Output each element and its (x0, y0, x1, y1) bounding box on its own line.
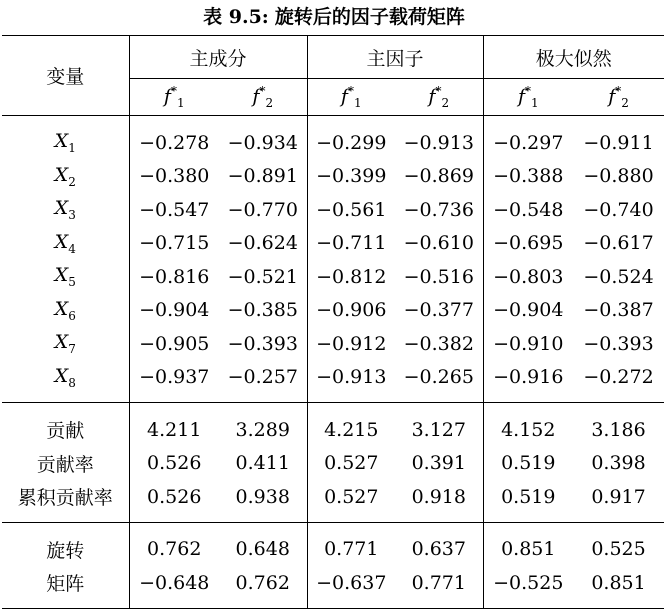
row-label: 贡献 (2, 403, 129, 447)
value-cell: −0.516 (395, 260, 483, 294)
factor-symbol: f (252, 85, 260, 108)
variable-label (2, 294, 129, 328)
value-cell: −0.265 (395, 361, 483, 403)
factor-header (483, 79, 573, 116)
variable-index: 6 (68, 308, 76, 323)
value-cell: −0.385 (219, 294, 307, 328)
variable-index: 3 (68, 208, 76, 223)
table-row (2, 327, 664, 361)
factor-header (219, 79, 307, 116)
variable-symbol: X (54, 331, 69, 354)
value-cell: −0.906 (316, 299, 387, 322)
factor-index: 1 (353, 96, 362, 111)
value-cell: −0.736 (395, 193, 483, 227)
factor-symbol: f (340, 85, 348, 108)
value-cell: −0.934 (219, 116, 307, 160)
value-cell: 4.215 (307, 403, 395, 447)
row-label: 旋转 (2, 522, 129, 566)
variable-label (2, 227, 129, 261)
factor-header (307, 79, 395, 116)
value-cell: −0.548 (493, 198, 564, 221)
value-cell: −0.524 (583, 265, 654, 288)
value-cell: −0.637 (307, 566, 395, 608)
value-cell: −0.648 (129, 566, 219, 608)
value-cell: −0.695 (493, 232, 564, 255)
group-header-principal-factor: 主因子 (307, 36, 483, 79)
factor-star: * (435, 83, 442, 98)
variable-index: 2 (68, 174, 76, 189)
factor-header (395, 79, 483, 116)
table-row (2, 160, 664, 194)
value-cell: −0.393 (583, 332, 654, 355)
factor-index: 2 (621, 96, 629, 111)
value-cell: −0.715 (139, 232, 210, 255)
variable-symbol: X (54, 230, 69, 253)
value-cell: 0.526 (147, 485, 202, 508)
value-cell: −0.399 (316, 165, 387, 188)
value-cell: −0.803 (493, 265, 564, 288)
value-cell: 0.519 (501, 485, 556, 508)
factor-star: * (259, 83, 266, 98)
group-header-principal-component: 主成分 (129, 36, 307, 79)
value-cell: −0.880 (583, 165, 654, 188)
table-row (2, 403, 664, 447)
value-cell: −0.913 (316, 366, 387, 389)
value-cell: 0.411 (219, 447, 307, 481)
value-cell: 0.918 (395, 480, 483, 522)
variable-label (2, 160, 129, 194)
variable-symbol: X (54, 264, 69, 287)
table-row (2, 361, 664, 403)
value-cell: −0.380 (139, 165, 210, 188)
value-cell: −0.816 (139, 265, 210, 288)
value-cell: −0.891 (219, 160, 307, 194)
variable-index: 7 (68, 342, 76, 357)
value-cell: −0.812 (316, 265, 387, 288)
variable-label (2, 260, 129, 294)
value-cell: −0.610 (395, 227, 483, 261)
value-cell: −0.521 (219, 260, 307, 294)
factor-symbol: f (163, 85, 171, 108)
value-cell: 3.186 (573, 403, 664, 447)
table-row (2, 566, 664, 608)
value-cell: 0.771 (395, 566, 483, 608)
variable-label (2, 193, 129, 227)
value-cell: −0.387 (583, 299, 654, 322)
value-cell: 0.526 (147, 452, 202, 475)
factor-header (573, 79, 664, 116)
value-cell: −0.916 (493, 366, 564, 389)
value-cell: 0.519 (501, 452, 556, 475)
value-cell: 0.398 (591, 452, 646, 475)
table-row (2, 294, 664, 328)
factor-index: 1 (176, 96, 185, 111)
value-cell: −0.257 (219, 361, 307, 403)
variable-index: 1 (68, 141, 76, 156)
variable-index: 4 (68, 241, 76, 256)
factor-index: 2 (265, 96, 274, 111)
value-cell: 0.527 (324, 485, 379, 508)
value-cell: −0.393 (219, 327, 307, 361)
table-row (2, 227, 664, 261)
value-cell: 0.917 (591, 485, 646, 508)
factor-index: 1 (530, 96, 539, 111)
value-cell: −0.913 (395, 116, 483, 160)
value-cell: −0.617 (583, 232, 654, 255)
value-cell: 0.851 (483, 522, 573, 566)
group-header-max-likelihood: 极大似然 (483, 36, 664, 79)
value-cell: 0.771 (307, 522, 395, 566)
value-cell: 0.637 (395, 522, 483, 566)
row-label: 矩阵 (2, 566, 129, 608)
value-cell: −0.377 (395, 294, 483, 328)
table-row (2, 116, 664, 160)
value-cell: 0.938 (219, 480, 307, 522)
value-cell: −0.937 (139, 366, 210, 389)
table-caption (0, 6, 668, 28)
value-cell: 0.762 (129, 522, 219, 566)
factor-symbol: f (517, 85, 525, 108)
row-label: 累积贡献率 (2, 480, 129, 522)
value-cell: −0.388 (493, 165, 564, 188)
variable-label (2, 327, 129, 361)
value-cell: −0.561 (316, 198, 387, 221)
factor-star: * (615, 83, 622, 98)
variable-index: 5 (68, 275, 76, 290)
variable-symbol: X (54, 163, 69, 186)
value-cell: 0.762 (219, 566, 307, 608)
value-cell: 4.152 (483, 403, 573, 447)
value-cell: −0.905 (139, 332, 210, 355)
variable-symbol: X (54, 364, 69, 387)
value-cell: −0.272 (583, 366, 654, 389)
factor-star: * (170, 83, 177, 98)
caption-label: 表 9.5: (203, 6, 269, 28)
value-cell: −0.904 (139, 299, 210, 322)
variable-label (2, 361, 129, 403)
value-cell: −0.869 (395, 160, 483, 194)
value-cell: −0.624 (219, 227, 307, 261)
value-cell: −0.297 (483, 116, 573, 160)
variable-index: 8 (68, 375, 76, 390)
value-cell: −0.910 (493, 332, 564, 355)
factor-symbol: f (608, 85, 616, 108)
variable-label (2, 116, 129, 160)
value-cell: 0.851 (573, 566, 664, 608)
value-cell: 3.127 (395, 403, 483, 447)
value-cell: −0.711 (316, 232, 387, 255)
variable-symbol: X (54, 130, 69, 153)
value-cell: −0.912 (316, 332, 387, 355)
value-cell: −0.911 (573, 116, 664, 160)
table-row (2, 447, 664, 481)
loadings-table (2, 35, 664, 609)
value-cell: −0.904 (493, 299, 564, 322)
factor-star: * (347, 83, 354, 98)
value-cell: −0.547 (139, 198, 210, 221)
factor-symbol: f (428, 85, 436, 108)
factor-star: * (524, 83, 531, 98)
table-row (2, 480, 664, 522)
variable-symbol: X (54, 197, 69, 220)
table-row (2, 193, 664, 227)
value-cell: 0.648 (219, 522, 307, 566)
value-cell: −0.525 (483, 566, 573, 608)
value-cell: −0.770 (219, 193, 307, 227)
value-cell: −0.278 (129, 116, 219, 160)
factor-index: 2 (441, 96, 450, 111)
value-cell: −0.382 (395, 327, 483, 361)
table-row (2, 260, 664, 294)
row-label: 贡献率 (2, 447, 129, 481)
value-cell: −0.299 (307, 116, 395, 160)
variable-symbol: X (54, 297, 69, 320)
value-cell: 4.211 (129, 403, 219, 447)
value-cell: 3.289 (219, 403, 307, 447)
value-cell: −0.740 (583, 198, 654, 221)
value-cell: 0.391 (395, 447, 483, 481)
table-row (2, 522, 664, 566)
value-cell: 0.527 (324, 452, 379, 475)
value-cell: 0.525 (573, 522, 664, 566)
variable-header: 变量 (2, 36, 129, 116)
caption-title: 旋转后的因子载荷矩阵 (274, 6, 465, 28)
factor-header (129, 79, 219, 116)
